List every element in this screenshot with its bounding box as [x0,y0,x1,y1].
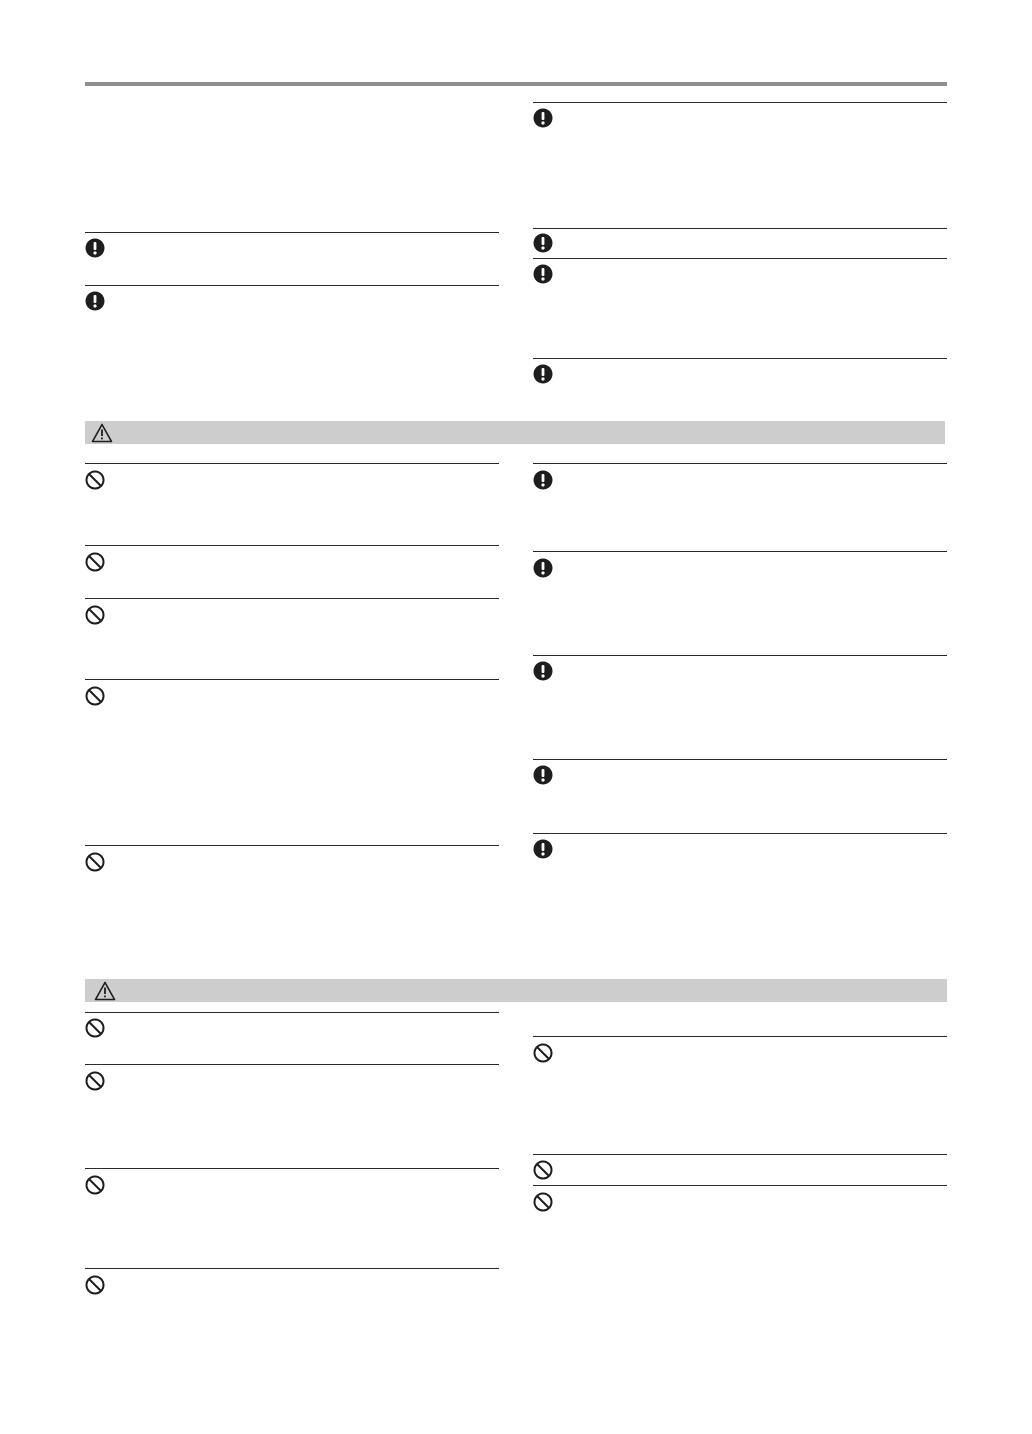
prohibition-circle-icon [85,852,105,872]
entry-divider [85,1012,499,1013]
exclamation-circle-icon [533,364,553,384]
entry-divider [533,759,947,760]
exclamation-circle-icon [533,765,553,785]
entry-divider [533,1036,947,1037]
entry-divider [533,1154,947,1155]
exclamation-circle-icon [533,470,553,490]
entry-divider [85,1064,499,1065]
prohibition-circle-icon [85,1175,105,1195]
exclamation-circle-icon [533,558,553,578]
exclamation-circle-icon [533,839,553,859]
warning-triangle-icon [94,981,116,1001]
prohibition-circle-icon [85,686,105,706]
entry-divider [85,232,499,233]
entry-divider [85,598,499,599]
entry-divider [533,463,947,464]
entry-divider [85,285,499,286]
prohibition-circle-icon [85,552,105,572]
header-rule [85,82,947,86]
entry-divider [85,1168,499,1169]
entry-divider [85,1268,499,1269]
entry-divider [533,833,947,834]
prohibition-circle-icon [85,605,105,625]
prohibition-circle-icon [85,1018,105,1038]
entry-divider [533,258,947,259]
prohibition-circle-icon [533,1043,553,1063]
entry-divider [533,358,947,359]
exclamation-circle-icon [533,233,553,253]
exclamation-circle-icon [533,264,553,284]
prohibition-circle-icon [85,1275,105,1295]
entry-divider [85,545,499,546]
entry-divider [85,845,499,846]
entry-divider [533,228,947,229]
exclamation-circle-icon [85,291,105,311]
section-band-warning [85,421,945,444]
entry-divider [533,551,947,552]
exclamation-circle-icon [533,108,553,128]
entry-divider [533,1185,947,1186]
prohibition-circle-icon [85,470,105,490]
prohibition-circle-icon [533,1160,553,1180]
entry-divider [533,102,947,103]
prohibition-circle-icon [85,1071,105,1091]
entry-divider [85,679,499,680]
entry-divider [85,463,499,464]
prohibition-circle-icon [533,1192,553,1212]
entry-divider [533,655,947,656]
exclamation-circle-icon [533,661,553,681]
section-band-caution [85,979,947,1002]
warning-triangle-icon [91,423,113,443]
exclamation-circle-icon [85,238,105,258]
